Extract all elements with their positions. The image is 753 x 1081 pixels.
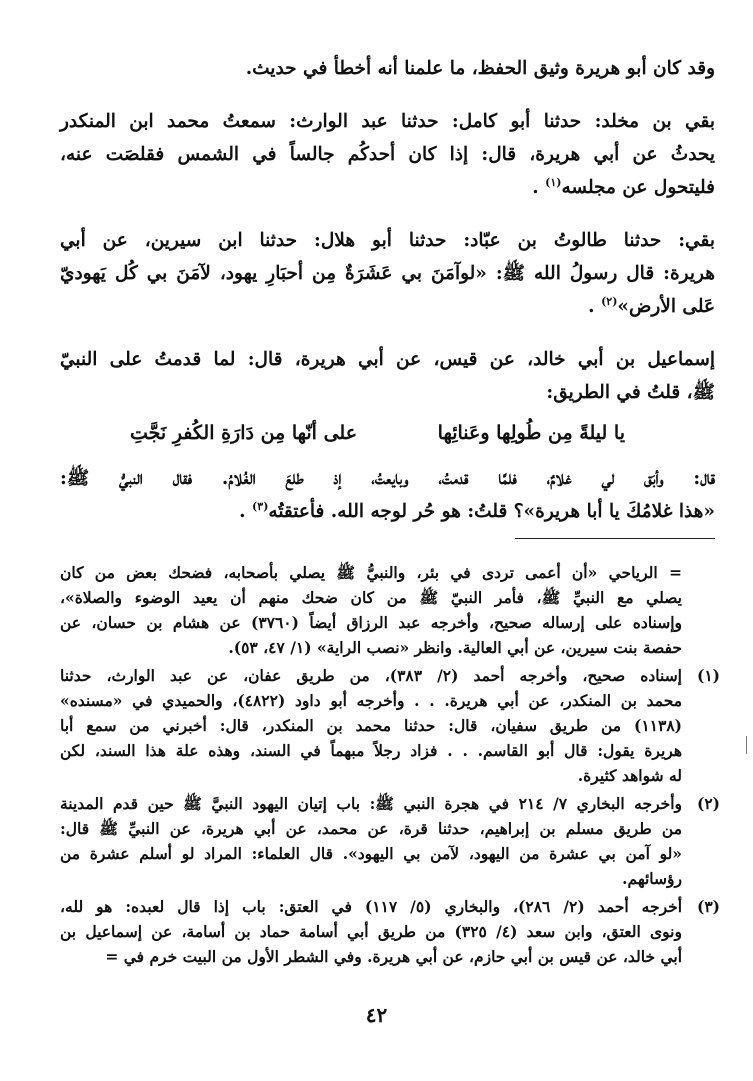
footnote-text [60,791,682,891]
footnote-number [682,560,720,660]
paragraph-intro [60,52,715,85]
footnote-number: (١) [696,666,720,685]
footnote-3 [60,894,720,969]
footnote-text [60,663,682,788]
paragraph-hadith-1 [60,105,715,204]
footnotes [60,560,720,972]
trailing-punct: . [532,177,546,198]
footnote-line: حفصة بنت سيرين، عن أبي العالية. وانظر «نصب الراية» (١/ ٤٧، ٥٣). [228,638,682,657]
footnote-line: أبي خالد، عن قيس بن أبي حازم، عن أبي هريرة. وفي الشطر الأول من البيت خرم في = [105,947,682,966]
text-line: قال: وأبَق لي غلامٌ، فلمَّا قدمتُ، وبايعتُ، إذ طلعَ الغُلامُ. فقال النبيُّ ﷺ: [60,468,715,489]
footnote-line: أخرجه أحمد (٢/ ٢٨٦)، والبخاري (٥/ ١١٧) في العتق: باب إذا قال لعبده: هو لله، [60,897,683,916]
trailing-punct: . [239,501,253,522]
poetry-verse [60,417,715,450]
text-line: ﷺ، قلتُ في الطريق: [546,382,715,403]
main-text [60,52,715,548]
footnote-line: يصلي مع النبيِّ ﷺ، فأمر النبيّ ﷺ من كان ضحك منهم أن يعيد الوضوء والصلاة»، [60,588,682,607]
footnote-line: وإسناده على إرساله صحيح، وأخرجه عبد الرزاق أيضاً (٣٧٦٠) عن هشام بن حسان، عن [60,613,682,632]
text-line: فليتحول عن مجلسه [561,177,715,198]
footnote-continuation [60,560,720,660]
footnote-line: = الرياحي «أن أعمى تردى في بئر، والنبيُّ ﷺ يصلي بأصحابه، فضحك بعض من كان [60,563,682,582]
footnote-line: ونوى العتق، وابن سعد (٤/ ٣٢٥) من طريق أبي أسامة حماد بن أسامة، عن إسماعيل بن [60,922,682,941]
text-line: عَلى الأرض» [617,296,715,317]
footnote-1 [60,663,720,788]
trailing-punct: . [588,296,602,317]
paragraph-hadith-3 [60,343,715,409]
footnote-line: إسناده صحيح، وأخرجه أحمد (٢/ ٣٨٣)، من طريق عفان، عن عبد الوارث، حدثنا [60,666,682,685]
text-line-with-ref [60,290,715,323]
footnote-number: (٣) [696,897,720,916]
footnote-text [60,894,682,969]
text-line: إسماعيل بن أبي خالد، عن قيس، عن أبي هريرة، قال: لما قدمتُ على النبيّ [60,349,715,370]
footnote-separator [515,538,715,539]
footnote-line: «لو آمن بي عشرة من اليهود، لآمن بي اليهود». قال العلماء: المراد لو أسلم عشرة من [60,844,682,863]
footnote-number: (٢) [696,794,720,813]
footnote-line: هريرة يقول: قال أبو القاسم. . . فزاد رجلاً مبهماً في السند، وهذه علة هذا السند، لكن [60,741,682,760]
footnote-text [60,560,682,660]
footnote-line: من طريق مسلم بن إبراهيم، حدثنا قرة، عن محمد، عن أبي هريرة، عن النبيِّ ﷺ قال: [60,819,682,838]
margin-mark [746,736,747,754]
text-line: وقد كان أبو هريرة وثيق الحفظ، ما علمنا أنه أخطأ في حديث. [245,58,715,79]
footnote-ref: (٢) [601,294,618,308]
footnote-line: له شواهد كثيرة. [577,766,682,785]
verse-first-hemistich: يا ليلةً مِن طُولِها وعَنائِها [437,422,625,444]
footnote-2 [60,791,720,891]
footnote-line: محمد بن المنكدر، عن أبي هريرة. . . وأخرجه أبو داود (٤٨٢٢)، والحميدي في «مسنده» [60,691,682,710]
footnote-line: رؤسائهم. [622,869,682,888]
text-line: هريرة: قال رسولُ الله ﷺ: «لوآمَنَ بي عَشَرَةٌ مِن أحبَارِ يهود، لآمَنَ بي كُل يَهوديّ [60,263,715,284]
text-line: «هذا غلامُكَ يا أبا هريرة»؟ قلتُ: هو حُر لوجه الله. فأعتقتُه [268,501,715,522]
text-line-with-ref [60,495,715,528]
page-number: ٤٢ [365,1003,388,1027]
footnote-ref: (٣) [252,499,269,513]
text-line: بقي بن مخلد: حدثنا أبو كامل: حدثنا عبد الوارث: سمعتُ محمد ابن المنكدر [60,111,715,132]
paragraph-closing [60,462,715,528]
paragraph-hadith-2 [60,224,715,323]
verse-second-hemistich: على أنّها مِن دَارَةِ الكُفرِ نَجَّتِ [130,422,358,444]
text-line-with-ref [60,171,715,204]
text-line: يحدثُ عن أبي هريرة، قال: إذا كان أحدكُم جالساً في الشمس فقلصَت عنه، [60,144,715,165]
footnote-line: وأخرجه البخاري ٧/ ٢١٤ في هجرة النبي ﷺ: باب إتيان اليهود النبيَّ ﷺ حين قدم المدينة [60,794,682,813]
text-line: بقي: حدثنا طالوتُ بن عبّاد: حدثنا أبو هلال: حدثنا ابن سيرين، عن أبي [60,230,715,251]
footnote-line: (١١٣٨) من طريق سفيان، قال: حدثنا محمد بن المنكدر، قال: أخبرني من سمع أبا [60,716,682,735]
footnote-ref: (١) [545,175,562,189]
